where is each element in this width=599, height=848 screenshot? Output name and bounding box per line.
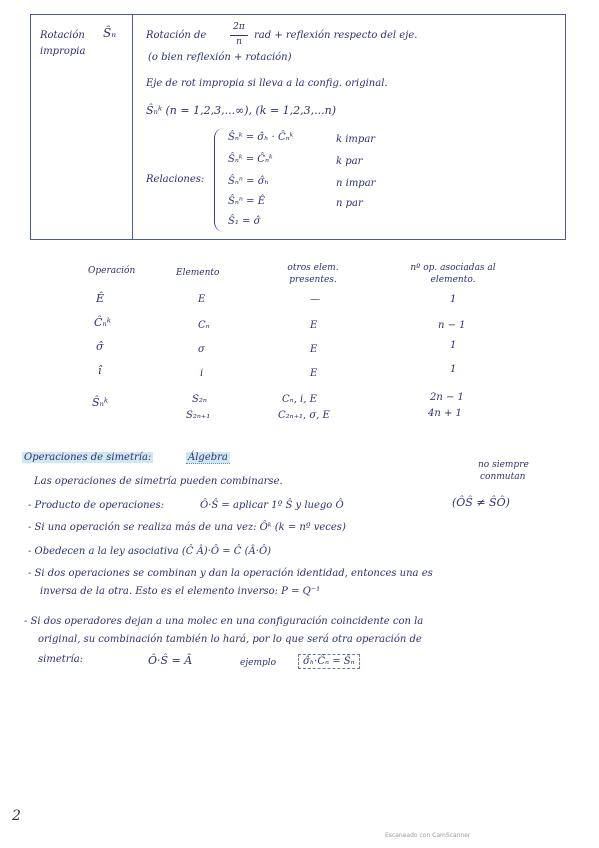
bullet5-line3: simetría: — [38, 654, 84, 665]
def-line1b: rad + reflexión respecto del eje. — [254, 30, 418, 41]
def-line4: Ŝₙᵏ (n = 1,2,3,...∞), (k = 1,2,3,...n) — [146, 104, 337, 117]
rotacion-symbol: Ŝₙ — [103, 26, 117, 40]
row4-el: i — [200, 368, 204, 379]
relation-eq-4: Ŝₙⁿ = Ê — [228, 196, 265, 207]
scanner-footer: Escaneado con CamScanner — [385, 832, 471, 839]
section-title-algebra: Álgebra — [188, 452, 228, 463]
relations-brace — [214, 128, 227, 232]
box-divider — [132, 14, 133, 240]
row2-op: Ĉₙᵏ — [94, 316, 111, 329]
bullet4-line2: inversa de la otra. Esto es el elemento inverso: P = Q⁻¹ — [40, 586, 321, 597]
row3-otros: E — [310, 344, 318, 355]
row4-otros: E — [310, 368, 318, 379]
table-header-nops: nº op. asociadas al elemento. — [410, 263, 496, 285]
row6-n: 4n + 1 — [428, 408, 462, 419]
relation-eq-3: Ŝₙⁿ = σ̂ₕ — [228, 176, 269, 187]
frac-den: n — [236, 37, 242, 47]
row1-n: 1 — [450, 294, 457, 305]
bullet5-formula: Ô·Ŝ = Â — [148, 654, 193, 667]
relation-eq-5: Ŝ₁ = σ̂ — [228, 216, 261, 227]
row1-el: E — [198, 294, 206, 305]
row4-n: 1 — [450, 364, 457, 375]
table-header-otros: otros elem. presentes. — [287, 263, 339, 285]
row2-el: Cₙ — [198, 320, 210, 331]
relation-eq-2: Ŝₙᵏ = Ĉₙᵏ — [228, 154, 273, 165]
row5-el: S₂ₙ — [192, 394, 207, 405]
note-conmutan: conmutan — [480, 472, 526, 482]
relation-cond-4: n par — [336, 198, 363, 209]
bullet1-a: - Producto de operaciones: — [28, 500, 165, 511]
row4-op: î — [98, 364, 102, 377]
frac-num: 2π — [233, 22, 245, 32]
intro-text: Las operaciones de simetría pueden combinarse. — [34, 476, 283, 487]
bullet1-c: (ÔŜ ≠ ŜÔ) — [452, 496, 510, 509]
rotacion-label: Rotación — [40, 30, 85, 41]
bullet5-example-box: σ̂ₕ·Ĉₙ = Ŝₙ — [298, 654, 360, 669]
row1-otros: — — [310, 294, 320, 305]
relation-cond-1: k impar — [336, 134, 376, 145]
bullet5-line1: - Si dos operadores dejan a una molec en una configuración coincidente con la — [24, 616, 424, 627]
row3-op: σ̂ — [96, 340, 104, 353]
def-line2: (o bien reflexión + rotación) — [148, 52, 292, 63]
page-number: 2 — [12, 808, 21, 824]
relation-cond-3: n impar — [336, 178, 376, 189]
bullet3: - Obedecen a la ley asociativa (Ĉ Â)·Ô = Ĉ (Â·Ô) — [28, 546, 272, 557]
definition-box — [30, 14, 566, 240]
row2-otros: E — [310, 320, 318, 331]
row5-n: 2n − 1 — [430, 392, 464, 403]
def-line1a: Rotación de — [146, 30, 207, 41]
bullet1-b: Ô·Ŝ = aplicar 1º Ŝ y luego Ô — [200, 500, 344, 511]
relation-cond-2: k par — [336, 156, 363, 167]
def-line3: Eje de rot impropia si lleva a la config. original. — [146, 78, 388, 89]
impropia-label: impropia — [40, 46, 86, 57]
table-header-elemento: Elemento — [176, 268, 220, 278]
row1-op: Ê — [96, 292, 105, 305]
relation-eq-1: Ŝₙᵏ = σ̂ₕ · Ĉₙᵏ — [228, 132, 294, 143]
bullet5-ejemplo: ejemplo — [240, 658, 277, 668]
note-no-siempre: no siempre — [478, 460, 529, 470]
bullet2: - Si una operación se realiza más de una vez: Ôᵏ (k = nº veces) — [28, 522, 346, 533]
bullet4-line1: - Si dos operaciones se combinan y dan la operación identidad, entonces una es — [28, 568, 433, 579]
row2-n: n − 1 — [438, 320, 466, 331]
row5-op: Ŝₙᵏ — [92, 396, 109, 409]
frac-bar — [230, 35, 248, 36]
relaciones-label: Relaciones: — [146, 174, 205, 185]
table-header-operacion: Operación — [88, 266, 136, 276]
row3-el: σ — [198, 344, 205, 355]
row3-n: 1 — [450, 340, 457, 351]
row6-otros: C₂ₙ₊₁, σ, E — [278, 410, 330, 421]
section-title: Operaciones de simetría: — [24, 452, 152, 463]
bullet5-line2: original, su combinación también lo hará, por lo que será otra operación de — [38, 634, 422, 645]
row5-otros: Cₙ, i, E — [282, 394, 317, 405]
row6-el: S₂ₙ₊₁ — [186, 410, 211, 421]
